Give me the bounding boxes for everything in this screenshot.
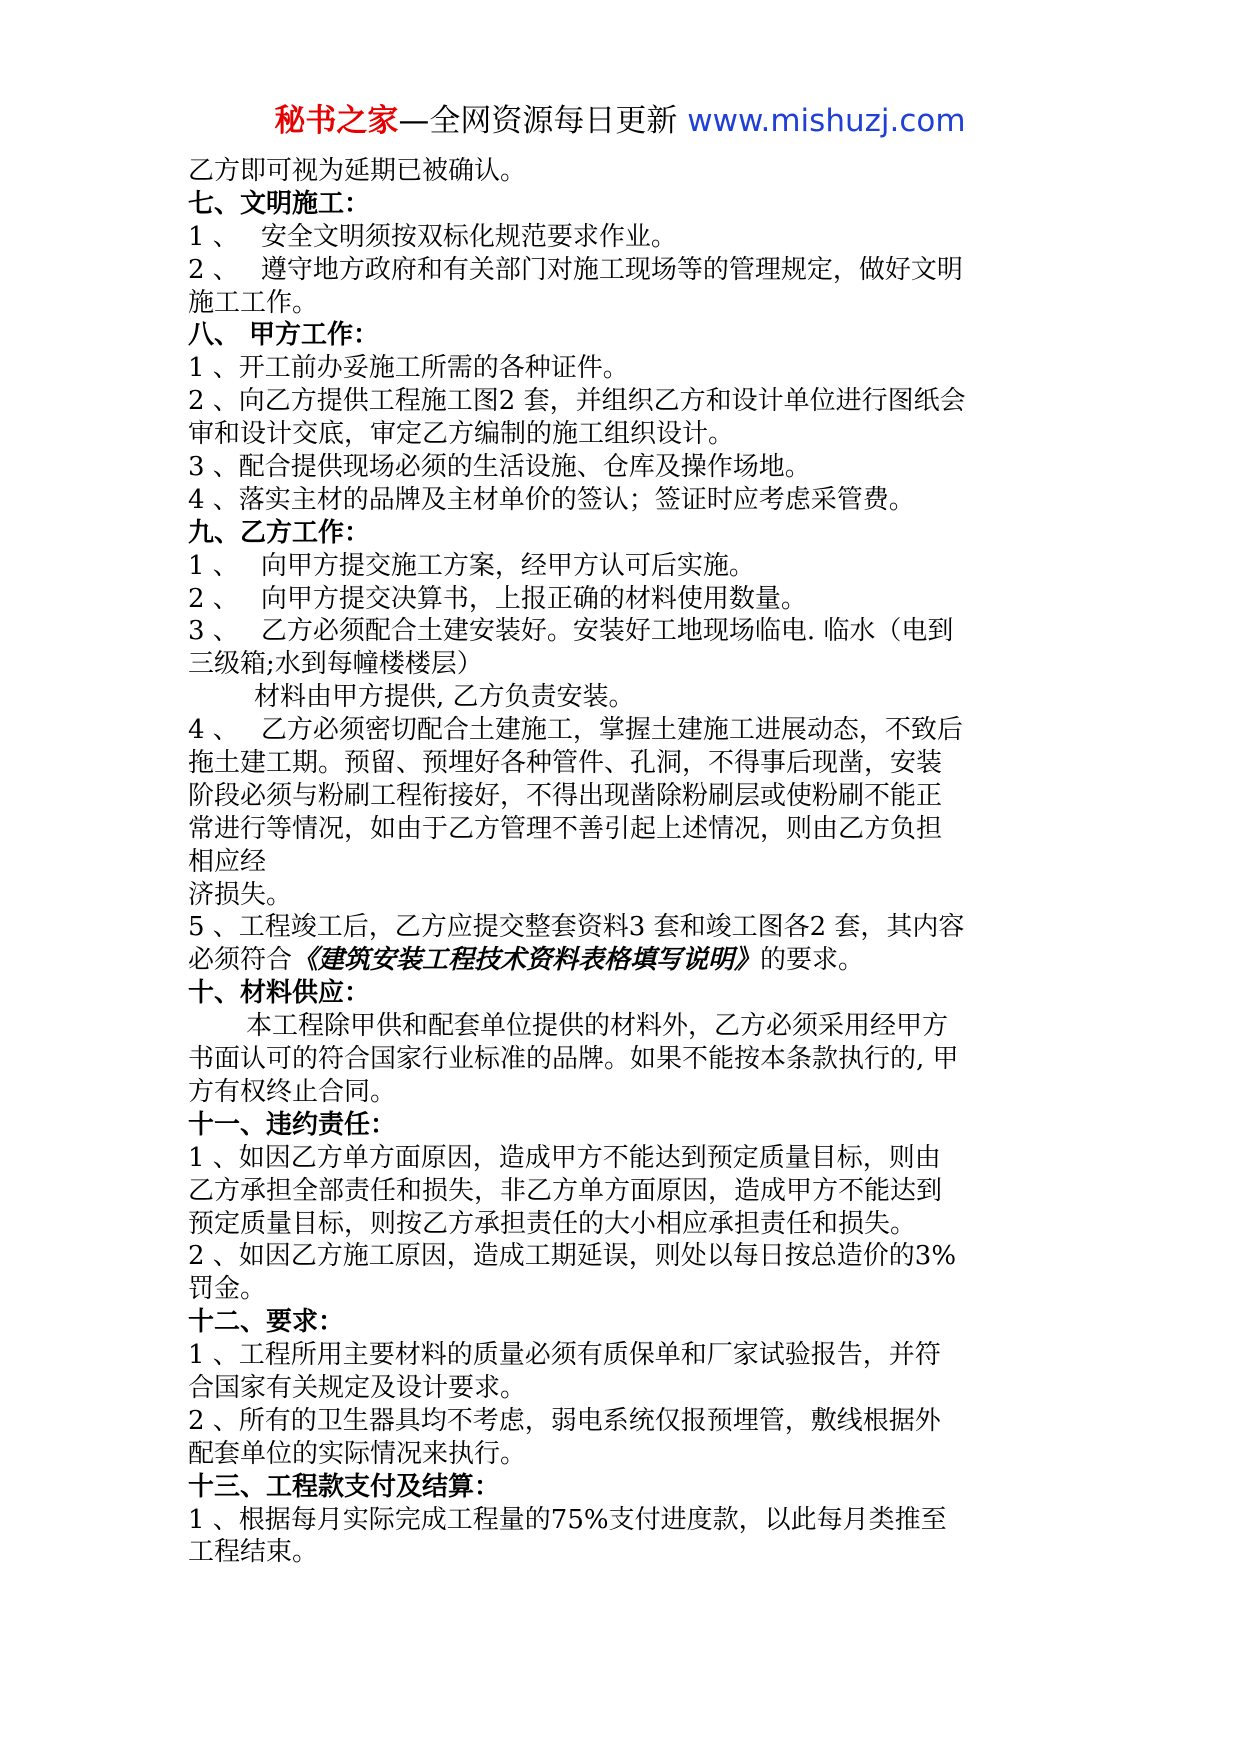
text-line: 拖土建工期。预留、预埋好各种管件、孔洞，不得事后现凿，安装: [188, 748, 943, 779]
section-heading-7: 七、文明施工：: [188, 188, 371, 219]
list-item: 5 、工程竣工后，乙方应提交整套资料3 套和竣工图各2 套，其内容: [188, 912, 965, 943]
item-number: 1 、: [188, 550, 239, 581]
list-item: 1 、根据每月实际完成工程量的75%支付进度款，以此每月类推至: [188, 1504, 947, 1535]
list-item: 1 、如因乙方单方面原因，造成甲方不能达到预定质量目标，则由: [188, 1142, 941, 1173]
text-line: 合国家有关规定及设计要求。: [188, 1372, 527, 1403]
contract-body: [188, 155, 1088, 1569]
item-text: 向甲方提交决算书，上报正确的材料使用数量。: [260, 583, 807, 614]
list-item: 3 、配合提供现场必须的生活设施、仓库及操作场地。: [188, 452, 811, 483]
item-text: 安全文明须按双标化规范要求作业。: [260, 221, 677, 252]
item-text: 遵守地方政府和有关部门对施工现场等的管理规定，做好文明: [260, 254, 963, 285]
section-heading-8: 八、 甲方工作：: [188, 320, 380, 351]
item-text: 乙方必须密切配合土建施工，掌握土建施工进展动态，不致后: [260, 715, 963, 746]
list-item: [188, 221, 1088, 254]
item-text: 乙方必须配合土建安装好。安装好工地现场临电. 临水（电到: [260, 616, 954, 647]
list-item: 1 、工程所用主要材料的质量必须有质保单和厂家试验报告，并符: [188, 1340, 941, 1371]
list-item: [188, 550, 1088, 583]
list-item: 4 、落实主材的品牌及主材单价的签认；签证时应考虑采管费。: [188, 484, 915, 515]
text-line: 济损失。: [188, 879, 293, 910]
item-number: 2 、: [188, 583, 239, 614]
text-line: 相应经: [188, 846, 267, 877]
text-line: 工程结束。: [188, 1537, 319, 1568]
paragraph-line: 本工程除甲供和配套单位提供的材料外，乙方必须采用经甲方: [246, 1011, 949, 1042]
list-item: 2 、向乙方提供工程施工图2 套，并组织乙方和设计单位进行图纸会: [188, 386, 966, 417]
text-line: 配套单位的实际情况来执行。: [188, 1438, 527, 1469]
referenced-document-title: 《建筑安装工程技术资料表格填写说明》: [292, 945, 761, 976]
list-item: 2 、如因乙方施工原因，造成工期延误，则处以每日按总造价的3%: [188, 1241, 957, 1272]
item-number: 3 、: [188, 616, 239, 647]
text-run: 必须符合: [188, 945, 293, 976]
section-heading-9: 九、乙方工作：: [188, 517, 371, 548]
section-heading-13: 十三、工程款支付及结算：: [188, 1471, 501, 1502]
banner-slogan: —全网资源每日更新: [398, 103, 688, 139]
item-text: 向甲方提交施工方案，经甲方认可后实施。: [260, 550, 755, 581]
site-banner: [0, 100, 1240, 142]
text-line: 乙方即可视为延期已被确认。: [188, 156, 527, 186]
section-heading-11: 十一、违约责任：: [188, 1109, 397, 1140]
text-line: 三级箱;水到每幢楼楼层）: [188, 649, 483, 680]
text-line: 审和设计交底，审定乙方编制的施工组织设计。: [188, 419, 735, 450]
text-line: 预定质量目标，则按乙方承担责任的大小相应承担责任和损失。: [188, 1208, 917, 1239]
text-run: 的要求。: [760, 945, 865, 976]
text-line: 乙方承担全部责任和损失，非乙方单方面原因，造成甲方不能达到: [188, 1175, 943, 1206]
list-item: 2 、所有的卫生器具均不考虑，弱电系统仅报预埋管，敷线根据外: [188, 1405, 941, 1436]
text-line: 施工工作。: [188, 287, 319, 318]
list-item: [188, 714, 1088, 747]
paragraph-line: 方有权终止合同。: [188, 1076, 397, 1107]
section-heading-12: 十二、要求：: [188, 1307, 345, 1338]
text-line: 阶段必须与粉刷工程衔接好，不得出现凿除粉刷层或使粉刷不能正: [188, 780, 943, 811]
list-item: 1 、开工前办妥施工所需的各种证件。: [188, 353, 629, 384]
list-item: [188, 583, 1088, 616]
text-line: 材料由甲方提供, 乙方负责安装。: [254, 682, 635, 713]
banner-brand: 秘书之家: [274, 103, 399, 139]
item-number: 2 、: [188, 254, 239, 285]
section-heading-10: 十、材料供应：: [188, 978, 371, 1009]
text-line: 罚金。: [188, 1274, 267, 1305]
banner-url-link[interactable]: www.mishuzj.com: [687, 103, 966, 139]
text-line: 常进行等情况，如由于乙方管理不善引起上述情况，则由乙方负担: [188, 813, 943, 844]
item-number: 1 、: [188, 221, 239, 252]
item-number: 4 、: [188, 715, 239, 746]
paragraph-line: 书面认可的符合国家行业标准的品牌。如果不能按本条款执行的, 甲: [188, 1044, 959, 1075]
list-item: [188, 615, 1088, 648]
list-item: [188, 254, 1088, 287]
text-line: [188, 944, 1088, 977]
